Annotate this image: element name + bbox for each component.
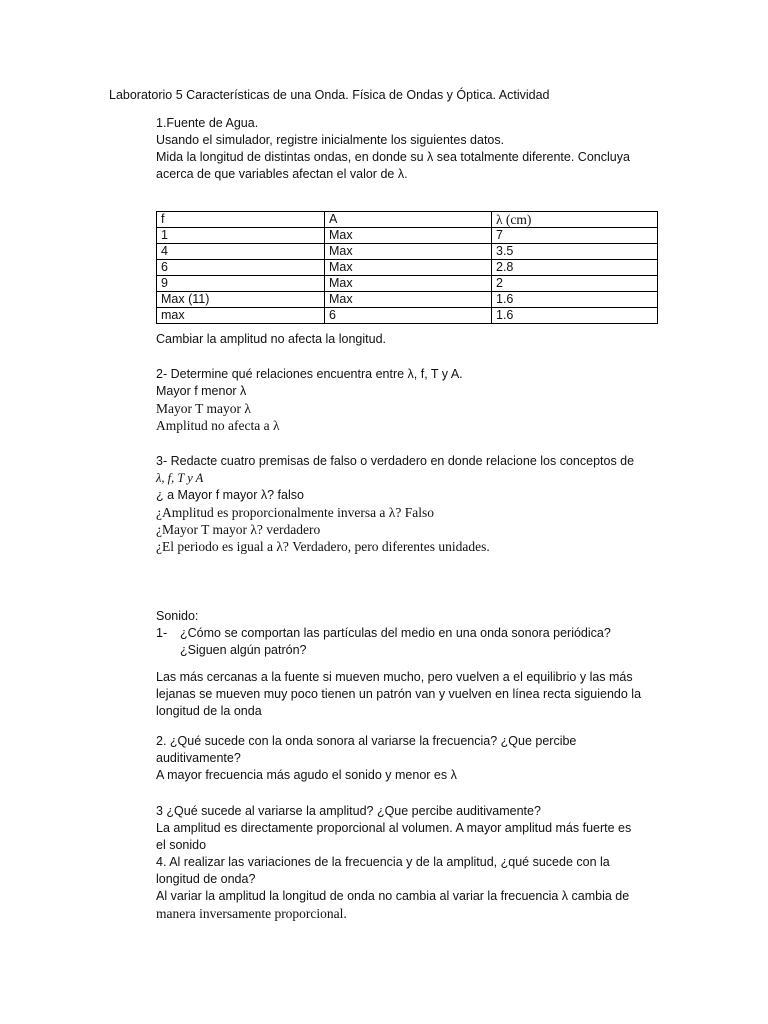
- table-cell: 6: [325, 308, 492, 324]
- table-cell: max: [157, 308, 325, 324]
- column-header: A: [325, 212, 492, 228]
- question-text: 2. ¿Qué sucede con la onda sonora al variarse la frecuencia? ¿Que percibe: [156, 734, 577, 748]
- section-water-source: [156, 115, 666, 183]
- answer-text: lejanas se mueven muy poco tienen un patrón van y vuelven en línea recta siguiendo la: [156, 687, 642, 701]
- table-cell: 3.5: [492, 244, 658, 260]
- question-text: 3- Redacte cuatro premisas de falso o verdadero en donde relacione los conceptos de: [156, 454, 635, 468]
- answer-text: La amplitud es directamente proporcional al volumen. A mayor amplitud más fuerte es: [156, 821, 632, 835]
- table-cell: 6: [157, 260, 325, 276]
- question-text: 3 ¿Qué sucede al variarse la amplitud? ¿Que percibe auditivamente?: [156, 804, 541, 818]
- numbered-question: [156, 625, 666, 659]
- table-cell: Max: [325, 260, 492, 276]
- table-cell: Max: [325, 244, 492, 260]
- table-note-text: Cambiar la amplitud no afecta la longitud.: [156, 332, 386, 346]
- paragraph-line: acerca de que variables afectan el valor de λ.: [156, 167, 408, 181]
- question-body: [180, 625, 611, 659]
- column-header: f: [157, 212, 325, 228]
- answer-text: A mayor frecuencia más agudo el sonido y menor es λ: [156, 768, 457, 782]
- answer-text: Las más cercanas a la fuente si mueven mucho, pero vuelven a el equilibrio y las más: [156, 670, 633, 684]
- question-text: λ, f, T y A: [156, 471, 204, 485]
- question-text: 4. Al realizar las variaciones de la frecuencia y de la amplitud, ¿qué sucede con la: [156, 855, 610, 869]
- question-2-block: [156, 733, 666, 784]
- table-row: [157, 228, 658, 244]
- table-cell: 7: [492, 228, 658, 244]
- table-cell: Max (11): [157, 292, 325, 308]
- table-row: [157, 244, 658, 260]
- section-relations: [156, 366, 666, 434]
- table-row: [157, 292, 658, 308]
- section-premises: [156, 453, 666, 555]
- table-cell: 1: [157, 228, 325, 244]
- premise-item: ¿Mayor T mayor λ? verdadero: [156, 522, 321, 537]
- answer-text: manera inversamente proporcional.: [156, 906, 347, 921]
- section-heading: Sonido:: [156, 609, 199, 623]
- paragraph-line: Usando el simulador, registre inicialmente los siguientes datos.: [156, 133, 505, 147]
- table-cell: Max: [325, 292, 492, 308]
- section-heading: 1.Fuente de Agua.: [156, 116, 259, 130]
- question-text: longitud de onda?: [156, 872, 256, 886]
- table-cell: 9: [157, 276, 325, 292]
- answer-text: Mayor T mayor λ: [156, 401, 251, 416]
- premise-item: ¿El periodo es igual a λ? Verdadero, pero diferentes unidades.: [156, 539, 490, 554]
- question-number: 1-: [156, 626, 168, 640]
- table-cell: 2: [492, 276, 658, 292]
- table-row: [157, 260, 658, 276]
- premise-item: ¿Amplitud es proporcionalmente inversa a λ? Falso: [156, 505, 434, 520]
- table-cell: Max: [325, 228, 492, 244]
- answer-text: el sonido: [156, 838, 207, 852]
- question-3-4-block: [156, 803, 666, 922]
- document-title: Laboratorio 5 Características de una Onda. Física de Ondas y Óptica. Actividad: [109, 88, 550, 102]
- table-cell: 2.8: [492, 260, 658, 276]
- table-row: [157, 276, 658, 292]
- answer-text: Amplitud no afecta a λ: [156, 418, 280, 433]
- premise-item: ¿ a Mayor f mayor λ? falso: [156, 488, 304, 502]
- wave-data-table: [156, 211, 658, 324]
- section-sound: [156, 608, 666, 659]
- question-text: 2- Determine qué relaciones encuentra entre λ, f, T y A.: [156, 367, 463, 381]
- table-cell: Max: [325, 276, 492, 292]
- answer-1: [156, 669, 666, 720]
- question-text: ¿Cómo se comportan las partículas del medio en una onda sonora periódica?: [180, 626, 611, 640]
- answer-text: Al variar la amplitud la longitud de onda no cambia al variar la frecuencia λ cambia de: [156, 889, 630, 903]
- answer-text: longitud de la onda: [156, 704, 262, 718]
- question-text: ¿Siguen algún patrón?: [180, 643, 307, 657]
- answer-text: Mayor f menor λ: [156, 384, 247, 398]
- table-row: [157, 308, 658, 324]
- table-header-row: [157, 212, 658, 228]
- column-header: λ (cm): [492, 212, 658, 228]
- question-text: auditivamente?: [156, 751, 241, 765]
- table-cell: 1.6: [492, 292, 658, 308]
- table-cell: 4: [157, 244, 325, 260]
- table-note: [156, 331, 666, 348]
- table-cell: 1.6: [492, 308, 658, 324]
- paragraph-line: Mida la longitud de distintas ondas, en donde su λ sea totalmente diferente. Concluya: [156, 150, 630, 164]
